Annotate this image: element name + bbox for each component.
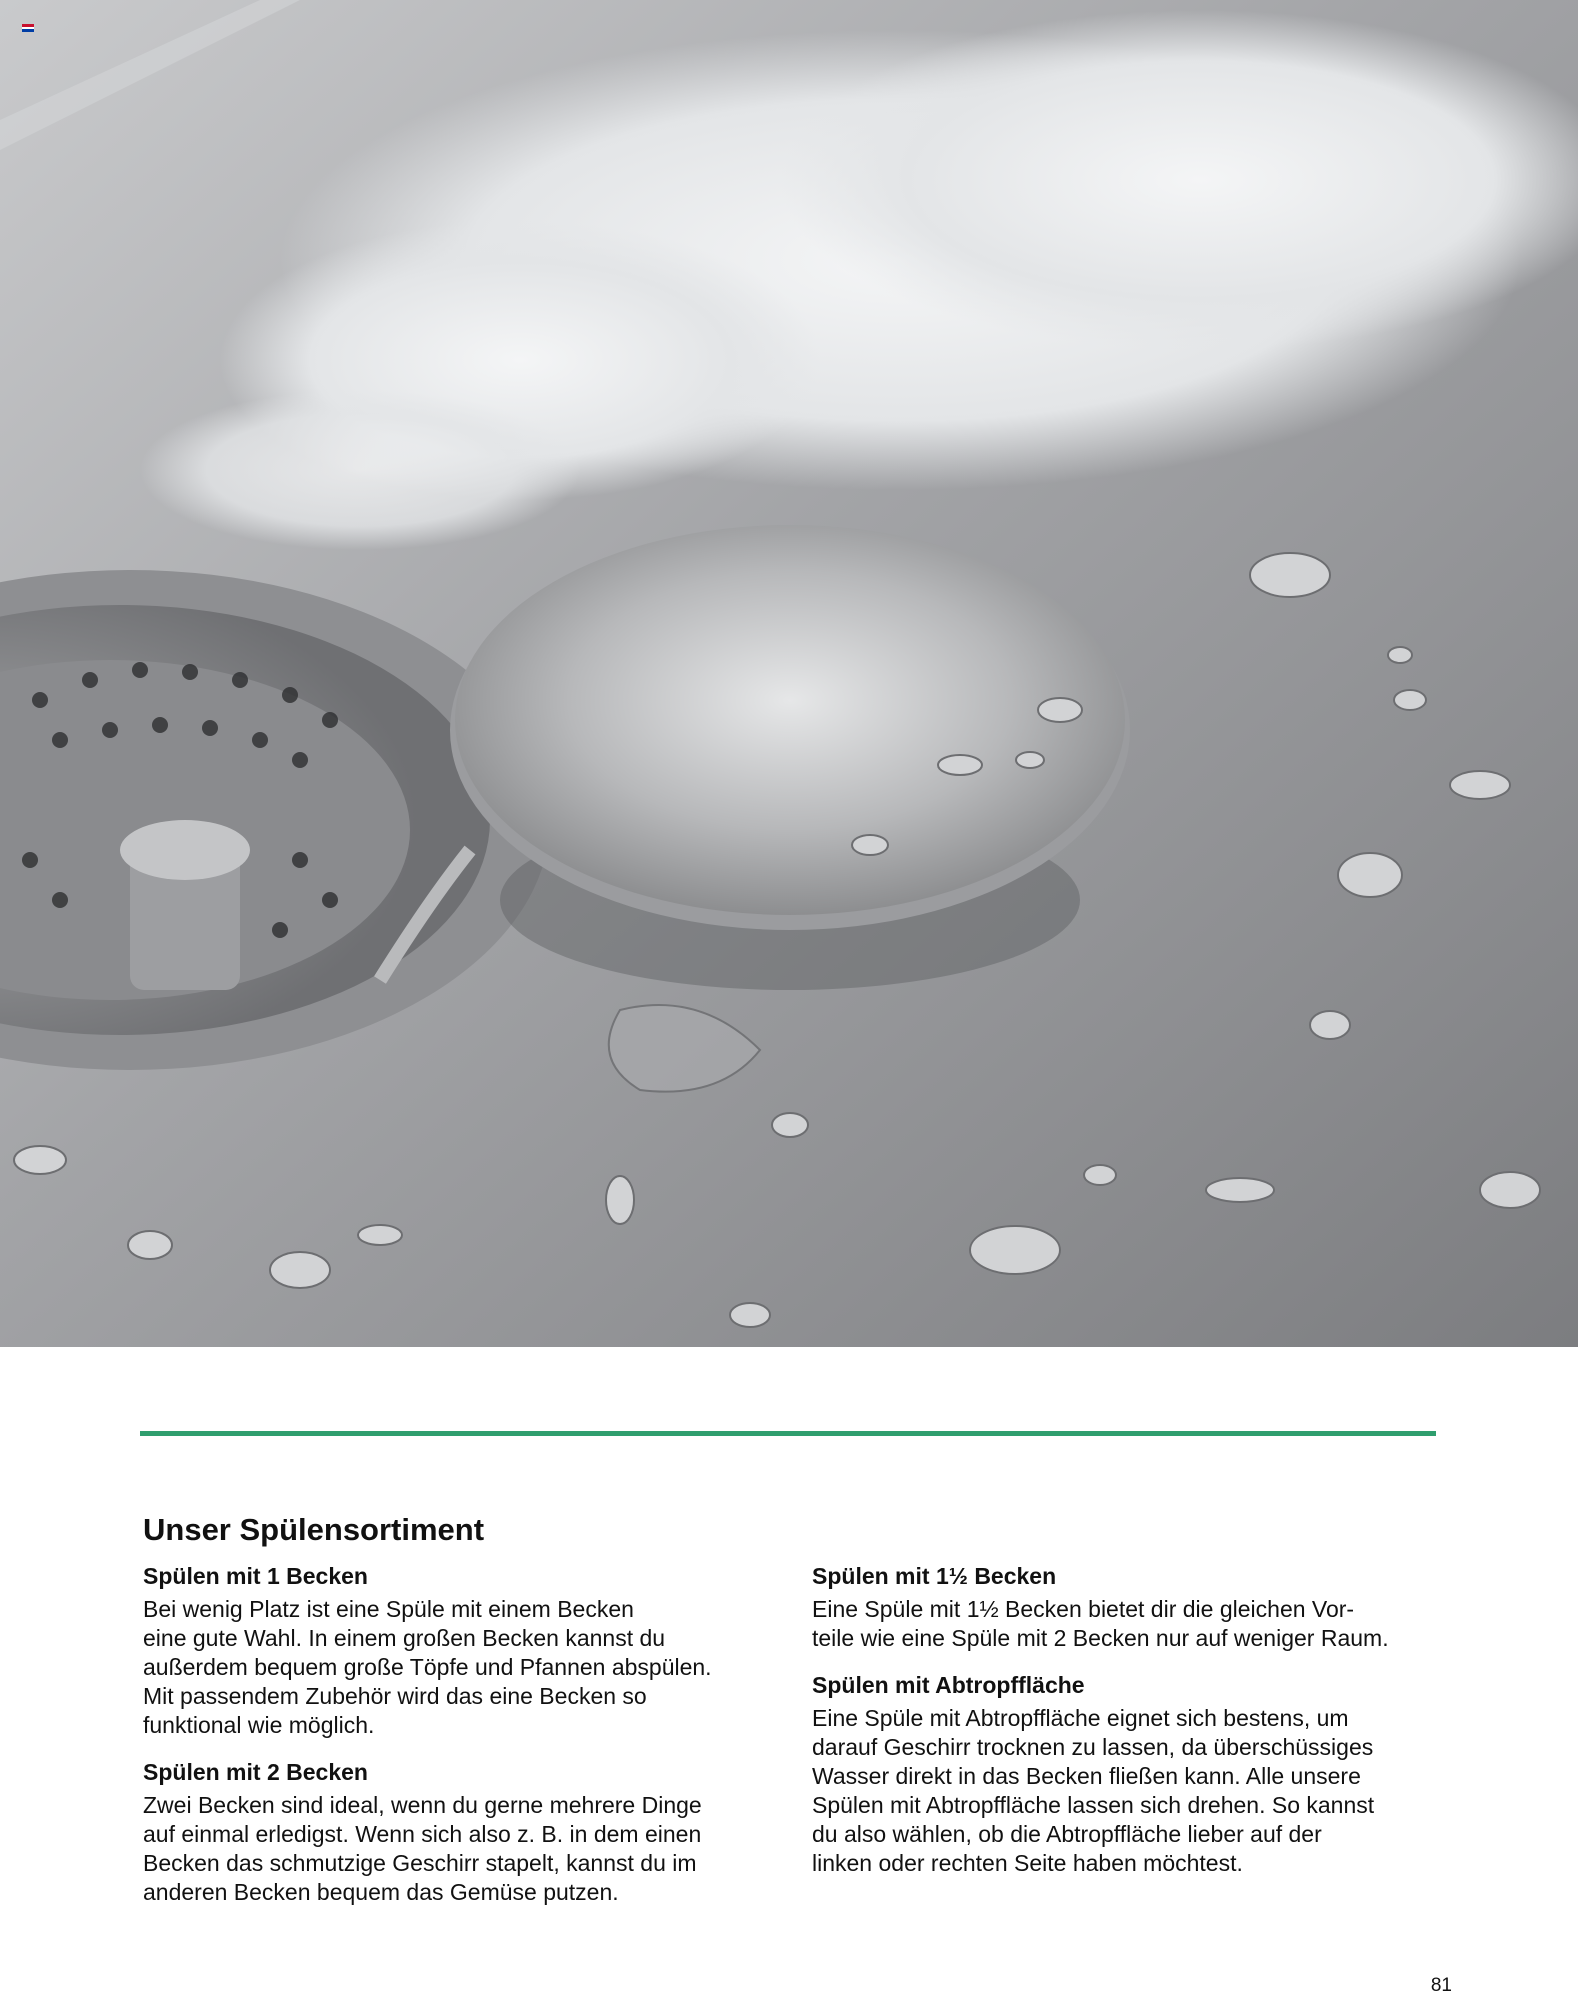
body-line: außerdem bequem große Töpfe und Pfannen abspülen. <box>143 1654 712 1680</box>
body-line: darauf Geschirr trocknen zu lassen, da überschüssiges <box>812 1734 1374 1760</box>
body-line: Eine Spüle mit 1½ Becken bietet dir die gleichen Vor- <box>812 1596 1355 1622</box>
section-spuelen-2-becken <box>143 1757 783 1907</box>
body-line: Eine Spüle mit Abtropffläche eignet sich bestens, um <box>812 1705 1349 1731</box>
section-spuelen-1-becken <box>143 1561 783 1740</box>
body-line: linken oder rechten Seite haben möchtest. <box>812 1850 1243 1876</box>
body-line: Bei wenig Platz ist eine Spüle mit einem Becken <box>143 1596 634 1622</box>
section-body <box>143 1791 783 1907</box>
body-line: Becken das schmutzige Geschirr stapelt, kannst du im <box>143 1850 697 1876</box>
body-line: eine gute Wahl. In einem großen Becken kannst du <box>143 1625 666 1651</box>
right-column <box>812 1561 1452 1895</box>
body-line: anderen Becken bequem das Gemüse putzen. <box>143 1879 619 1905</box>
section-heading: Spülen mit 1 Becken <box>143 1563 368 1589</box>
body-line: Spülen mit Abtropffläche lassen sich drehen. So kannst <box>812 1792 1375 1818</box>
page-title: Unser Spülensortiment <box>143 1512 485 1547</box>
body-line: Zwei Becken sind ideal, wenn du gerne mehrere Dinge <box>143 1792 702 1818</box>
left-column <box>143 1561 783 1924</box>
section-body <box>812 1704 1452 1878</box>
section-body <box>812 1595 1452 1653</box>
section-heading: Spülen mit 2 Becken <box>143 1759 368 1785</box>
section-spuelen-1-halb-becken <box>812 1561 1452 1653</box>
section-heading: Spülen mit Abtropffläche <box>812 1672 1085 1698</box>
page-number: 81 <box>1430 1975 1452 1996</box>
section-spuelen-abtropfflaeche <box>812 1670 1452 1878</box>
flag-icon <box>22 24 34 32</box>
section-heading: Spülen mit 1½ Becken <box>812 1563 1057 1589</box>
body-line: du also wählen, ob die Abtropffläche lieber auf der <box>812 1821 1322 1847</box>
accent-divider <box>140 1431 1436 1436</box>
body-line: Wasser direkt in das Becken fließen kann. Alle unsere <box>812 1763 1361 1789</box>
section-body <box>143 1595 783 1740</box>
body-line: auf einmal erledigst. Wenn sich also z. B. in dem einen <box>143 1821 702 1847</box>
body-line: Mit passendem Zubehör wird das eine Becken so <box>143 1683 647 1709</box>
body-line: teile wie eine Spüle mit 2 Becken nur auf weniger Raum. <box>812 1625 1389 1651</box>
body-line: funktional wie möglich. <box>143 1712 375 1738</box>
